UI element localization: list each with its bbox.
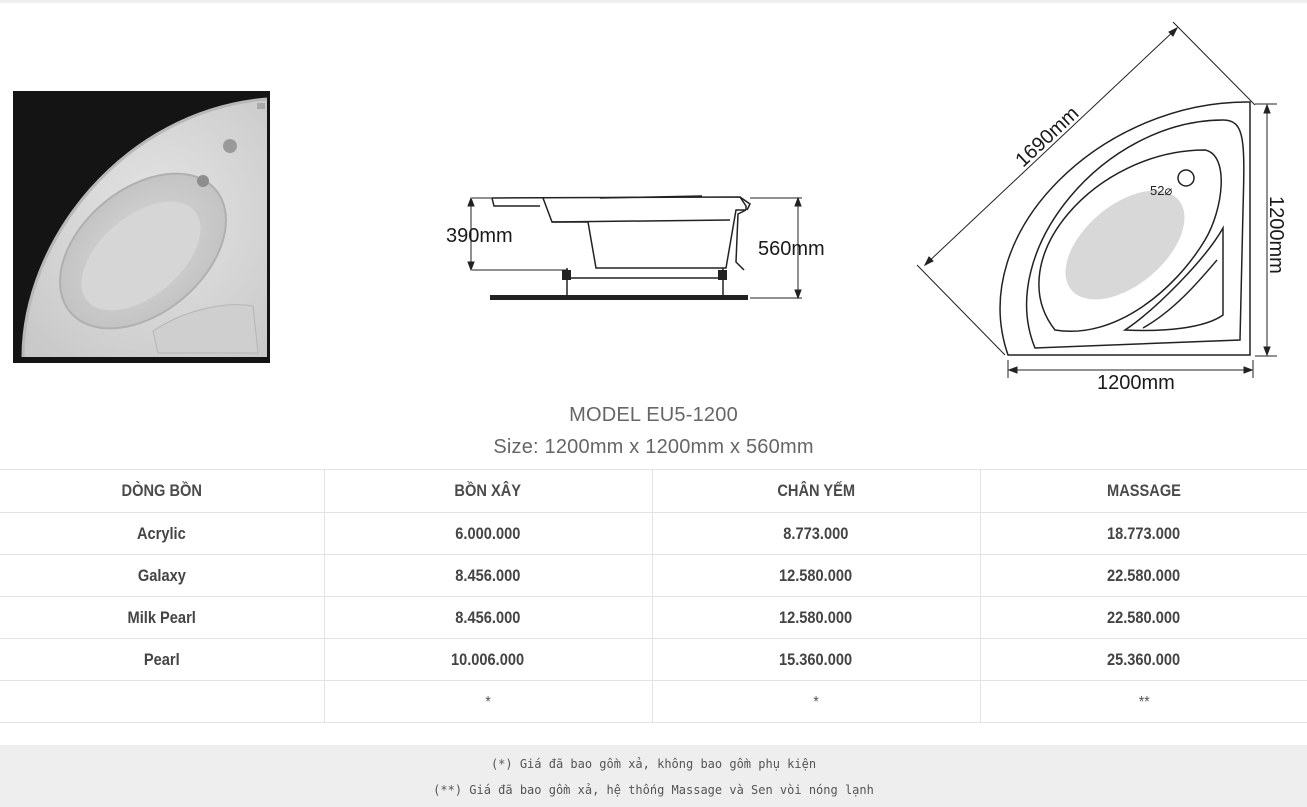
table-cell: Milk Pearl xyxy=(0,597,324,639)
drain-label: 52⌀ xyxy=(1150,183,1173,198)
table-cell: 22.580.000 xyxy=(980,555,1307,597)
table-cell: 18.773.000 xyxy=(980,513,1307,555)
table-cell: Acrylic xyxy=(0,513,324,555)
side-height-total-label: 560mm xyxy=(758,238,825,260)
table-cell: 25.360.000 xyxy=(980,639,1307,681)
header-dong-bon: DÒNG BỒN xyxy=(0,470,324,513)
table-row xyxy=(0,597,1307,639)
table-cell: * xyxy=(324,681,652,723)
footnote-double-star: (**) Giá đã bao gồm xả, hệ thống Massage và Sen vòi nóng lạnh xyxy=(433,783,874,797)
table-cell: 8.456.000 xyxy=(324,597,652,639)
top-view-drawing xyxy=(905,10,1305,400)
table-cell: Pearl xyxy=(0,639,324,681)
table-cell: 10.006.000 xyxy=(324,639,652,681)
model-size: Size: 1200mm x 1200mm x 560mm xyxy=(493,436,814,458)
table-cell: * xyxy=(652,681,980,723)
right-width-label: 1200mm xyxy=(1265,196,1287,274)
table-cell: Galaxy xyxy=(0,555,324,597)
table-row xyxy=(0,639,1307,681)
table-cell: 8.773.000 xyxy=(652,513,980,555)
header-chan-yem: CHÂN YẾM xyxy=(652,470,980,513)
model-title: MODEL EU5-1200 xyxy=(569,404,738,426)
table-cell: 8.456.000 xyxy=(324,555,652,597)
bottom-width-label: 1200mm xyxy=(1097,372,1175,394)
table-row xyxy=(0,513,1307,555)
footnotes xyxy=(0,745,1307,807)
header-massage: MASSAGE xyxy=(980,470,1307,513)
side-view-drawing xyxy=(440,180,840,315)
table-row-footnote-marks xyxy=(0,681,1307,723)
header-bon-xay: BỒN XÂY xyxy=(324,470,652,513)
side-height-inner-label: 390mm xyxy=(446,225,513,247)
table-cell xyxy=(0,681,324,723)
table-header-row xyxy=(0,470,1307,513)
product-photo xyxy=(13,91,270,363)
top-divider xyxy=(0,0,1307,3)
table-cell: 6.000.000 xyxy=(324,513,652,555)
table-cell: ** xyxy=(980,681,1307,723)
table-cell: 22.580.000 xyxy=(980,597,1307,639)
table-row xyxy=(0,555,1307,597)
diagonal-dimension-label: 1690mm xyxy=(1011,102,1084,172)
table-cell: 12.580.000 xyxy=(652,597,980,639)
table-cell: 12.580.000 xyxy=(652,555,980,597)
price-table xyxy=(0,469,1307,723)
footnote-single-star: (*) Giá đã bao gồm xả, không bao gồm phụ kiện xyxy=(490,757,817,771)
table-cell: 15.360.000 xyxy=(652,639,980,681)
